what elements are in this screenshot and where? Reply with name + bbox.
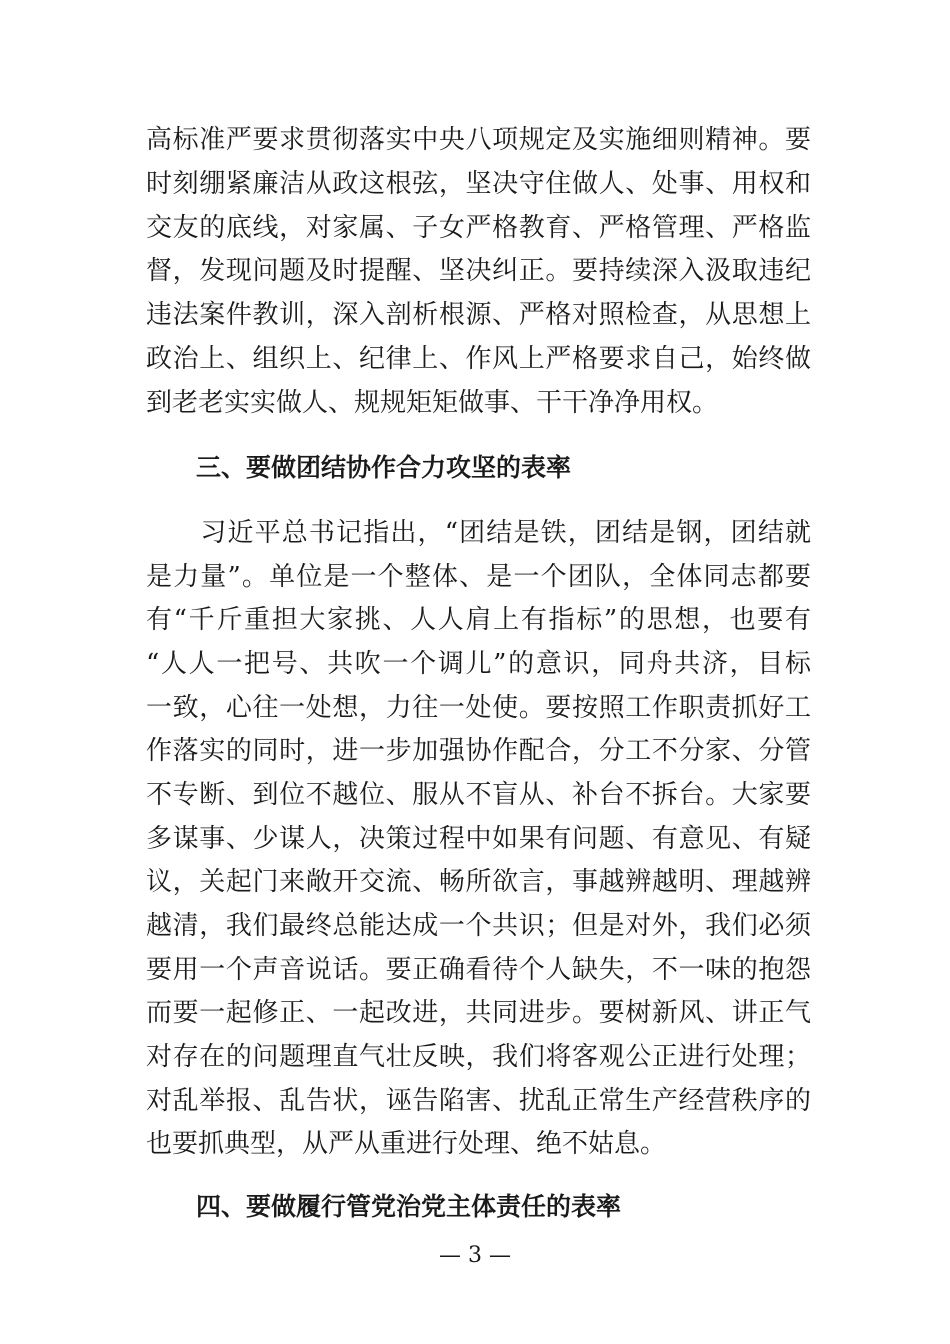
text-line: 有“千斤重担大家挑、人人肩上有指标”的思想，也要有: [146, 605, 811, 635]
page-number: — 3 —: [439, 1243, 511, 1268]
text-line: 对乱举报、乱告状，诬告陷害、扰乱正常生产经营秩序的: [146, 1086, 811, 1116]
text-line: 而要一起修正、一起改进，共同进步。要树新风、讲正气: [146, 998, 811, 1028]
text-line: 习近平总书记指出，“团结是铁，团结是钢，团结就: [146, 518, 811, 548]
text-line: “人人一把号、共吹一个调儿”的意识，同舟共济，目标: [146, 649, 811, 679]
text-line: 作落实的同时，进一步加强协作配合，分工不分家、分管: [146, 736, 811, 766]
text-line: 交友的底线，对家属、子女严格教育、严格管理、严格监: [146, 213, 811, 243]
text-line: 督，发现问题及时提醒、坚决纠正。要持续深入汲取违纪: [146, 256, 811, 286]
text-line: 越清，我们最终总能达成一个共识；但是对外，我们必须: [146, 911, 811, 941]
section-heading-4: 四、要做履行管党治党主体责任的表率: [196, 1192, 622, 1221]
text-line: 时刻绷紧廉洁从政这根弦，坚决守住做人、处事、用权和: [146, 169, 811, 199]
text-line: 政治上、组织上、纪律上、作风上严格要求自己，始终做: [146, 344, 811, 374]
text-line: 违法案件教训，深入剖析根源、严格对照检查，从思想上: [146, 300, 811, 330]
text-line: 议，关起门来敞开交流、畅所欲言，事越辨越明、理越辨: [146, 867, 811, 897]
text-line: 多谋事、少谋人，决策过程中如果有问题、有意见、有疑: [146, 824, 811, 854]
text-line: 不专断、到位不越位、服从不盲从、补台不拆台。大家要: [146, 780, 811, 810]
section-heading-3: 三、要做团结协作合力攻坚的表率: [196, 453, 572, 482]
text-line: 也要抓典型，从严从重进行处理、绝不姑息。: [146, 1129, 667, 1159]
text-line: 一致，心往一处想，力往一处使。要按照工作职责抓好工: [146, 693, 811, 723]
text-line: 高标准严要求贯彻落实中央八项规定及实施细则精神。要: [146, 125, 811, 155]
text-line: 到老老实实做人、规规矩矩做事、干干净净用权。: [146, 388, 719, 418]
text-line: 对存在的问题理直气壮反映，我们将客观公正进行处理；: [146, 1042, 811, 1072]
text-line: 是力量”。单位是一个整体、是一个团队，全体同志都要: [146, 562, 811, 592]
text-line: 要用一个声音说话。要正确看待个人缺失，不一味的抱怨: [146, 955, 811, 985]
